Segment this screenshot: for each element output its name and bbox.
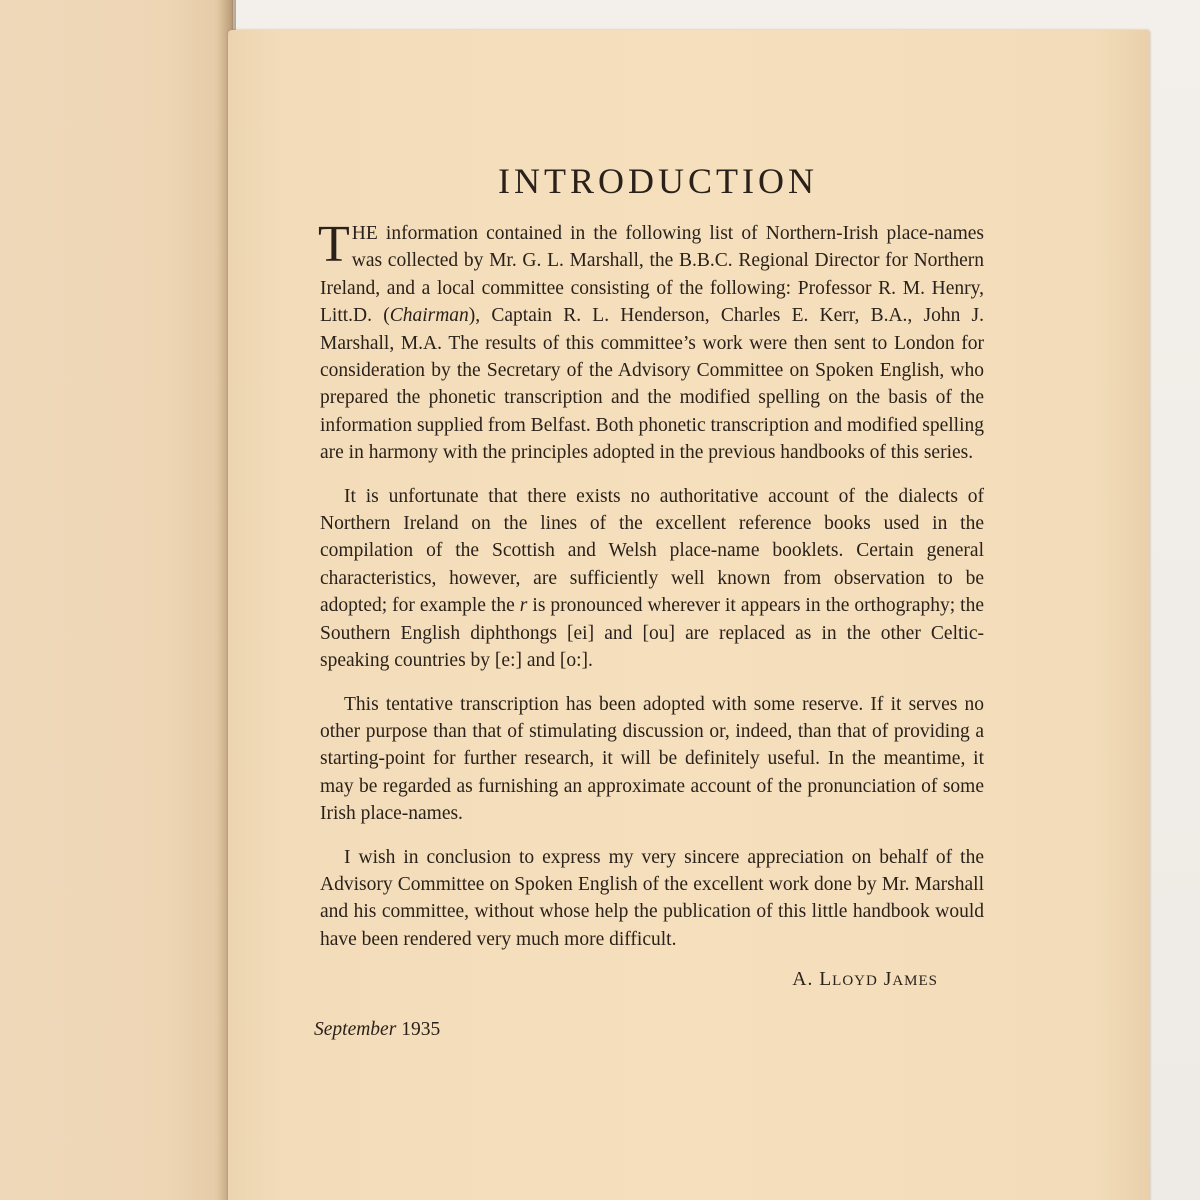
- paragraph-2-text-b: is pronounced wherever it appears in the orthography; the Southern English diphthongs [ei] and [ou] are replaced as in the other Celtic-speaking countries by [e:] and [o:].: [320, 595, 984, 672]
- paragraph-1-text-a: information contained in the following list of Northern-Irish place-names was collected by Mr. G. L. Marshall, the B.B.C. Regional Director for Northern Ireland, and a local committee consisting of the following: Professor R. M. Henry, Litt.D. (: [320, 223, 984, 327]
- chairman-italic: Chairman: [389, 305, 469, 327]
- signature-last-cap: J: [883, 969, 893, 991]
- signature-last-rest: AMES: [892, 973, 938, 990]
- page-content: [314, 160, 984, 1041]
- drop-cap: T: [318, 216, 350, 273]
- signature-initial: A.: [792, 969, 820, 991]
- paragraph-3: This tentative transcription has been adopted with some reserve. If it serves no other purpose than that of stimulating discussion or, indeed, than that of providing a starting-point for further research, it will be definitely useful. In the meantime, it may be regarded as furnishing an approximate account of the pronunciation of some Irish place-names.: [320, 693, 984, 825]
- signature-first-cap: L: [819, 969, 833, 991]
- date-year: 1935: [401, 1019, 441, 1041]
- paragraph-1-text-b: ), Captain R. L. Henderson, Charles E. Kerr, B.A., John J. Marshall, M.A. The results of this committee’s work were then sent to London for consideration by the Secretary of the Advisory Committee on Spoken English, who prepared the phonetic transcription and the modified spelling on the basis of the information supplied from Belfast. Both phonetic transcription and modified spelling are in harmony with the principles adopted in the previous handbooks of this series.: [320, 305, 984, 464]
- paragraph-1: [318, 216, 984, 467]
- page-title: INTRODUCTION: [498, 161, 818, 201]
- paragraph-2-text-a: It is unfortunate that there exists no authoritative account of the dialects of Northern Ireland on the lines of the excellent reference books used in the compilation of the Scottish and Welsh place-name booklets. Certain general characteristics, however, are sufficiently well known from observation to be adopted; for example the: [320, 485, 984, 617]
- right-page: [228, 30, 1150, 1200]
- paragraph-1-lead: HE: [351, 223, 378, 244]
- date-line: [314, 1019, 984, 1041]
- r-italic: r: [519, 595, 528, 617]
- signature-first-rest: LOYD: [832, 973, 878, 990]
- paragraph-2: [320, 483, 984, 675]
- date-month: September: [314, 1019, 397, 1041]
- left-page: [0, 0, 233, 1200]
- author-signature: [320, 969, 938, 991]
- paragraph-4: I wish in conclusion to express my very sincere appreciation on behalf of the Advisory Committee on Spoken English of the excellent work done by Mr. Marshall and his committee, without whose help the publication of this little handbook would have been rendered very much more difficult.: [320, 846, 984, 950]
